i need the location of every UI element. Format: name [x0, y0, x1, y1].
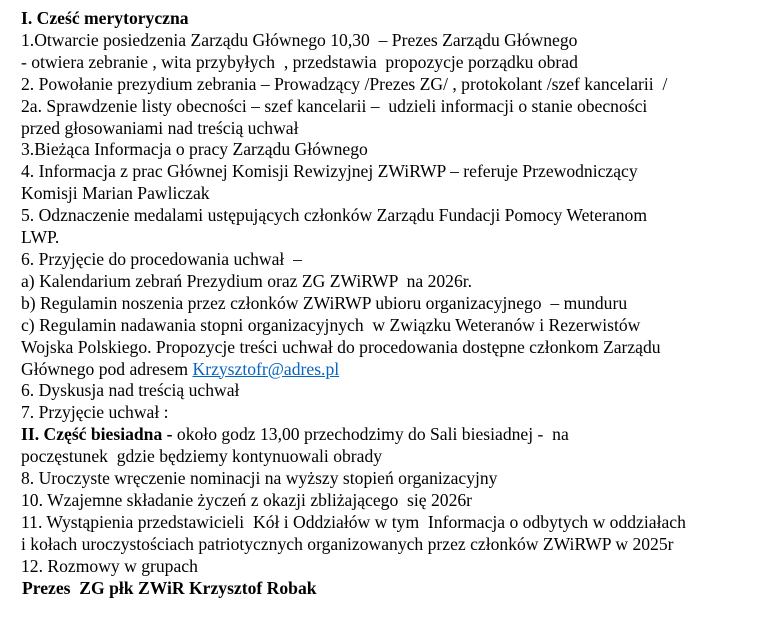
- agenda-line: a) Kalendarium zebrań Prezydium oraz ZG ZWiRWP na 2026r.: [21, 270, 473, 291]
- agenda-line: 6. Przyjęcie do procedowania uchwał –: [21, 248, 302, 269]
- agenda-line: 6. Dyskusja nad treścią uchwał: [21, 380, 240, 401]
- agenda-line: 3.Bieżąca Informacja o pracy Zarządu Głównego: [21, 139, 368, 160]
- agenda-line: 5. Odznaczenie medalami ustępujących członków Zarządu Fundacji Pomocy Weteranom: [21, 205, 648, 226]
- agenda-line: poczęstunek gdzie będziemy kontynuowali obrady: [21, 446, 383, 467]
- agenda-line: Wojska Polskiego. Propozycje treści uchwał do procedowania dostępne członkom Zarządu: [21, 336, 661, 357]
- agenda-line: 4. Informacja z prac Głównej Komisji Rewizyjnej ZWiRWP – referuje Przewodniczący: [21, 161, 638, 182]
- agenda-document: [21, 8, 751, 599]
- agenda-line: i kołach uroczystościach patriotycznych organizowanych przez członków ZWiRWP w 2025r: [21, 533, 674, 554]
- agenda-line: b) Regulamin noszenia przez członków ZWiRWP ubioru organizacyjnego – munduru: [21, 292, 628, 313]
- signature: Prezes ZG płk ZWiR Krzysztof Robak: [22, 577, 317, 598]
- address-line: [21, 359, 751, 381]
- agenda-line: c) Regulamin nadawania stopni organizacyjnych w Związku Weteranów i Rezerwistów: [21, 314, 641, 335]
- section-2-heading-rest: około godz 13,00 przechodzimy do Sali biesiadnej - na: [172, 424, 569, 445]
- agenda-line: 10. Wzajemne składanie życzeń z okazji zbliżającego się 2026r: [21, 489, 473, 510]
- agenda-line: 11. Wystąpienia przedstawicieli Kół i Oddziałów w tym Informacja o odbytych w oddziałach: [21, 511, 686, 532]
- agenda-line: - otwiera zebranie , wita przybyłych , przedstawia propozycje porządku obrad: [21, 51, 578, 72]
- agenda-line: LWP.: [21, 227, 60, 248]
- section-2-heading: II. Część biesiadna -: [21, 424, 173, 445]
- agenda-line: przed głosowaniami nad treścią uchwał: [21, 117, 299, 138]
- agenda-line: 7. Przyjęcie uchwał :: [21, 402, 169, 423]
- agenda-line: Komisji Marian Pawliczak: [21, 183, 210, 204]
- email-link[interactable]: Krzysztofr@adres.pl: [192, 358, 340, 379]
- section-2-heading-line: [21, 424, 751, 446]
- agenda-line: 8. Uroczyste wręczenie nominacji na wyższy stopień organizacyjny: [21, 468, 498, 489]
- agenda-line: 2. Powołanie prezydium zebrania – Prowadzący /Prezes ZG/ , protokolant /szef kancelarii /: [21, 73, 668, 94]
- agenda-line: 1.Otwarcie posiedzenia Zarządu Głównego 10,30 – Prezes Zarządu Głównego: [21, 29, 578, 50]
- address-prefix: Głównego pod adresem: [21, 358, 193, 379]
- section-1-heading: I. Cześć merytoryczna: [21, 8, 189, 28]
- agenda-line: 12. Rozmowy w grupach: [21, 555, 198, 576]
- agenda-line: 2a. Sprawdzenie listy obecności – szef kancelarii – udzieli informacji o stanie obecności: [21, 95, 648, 116]
